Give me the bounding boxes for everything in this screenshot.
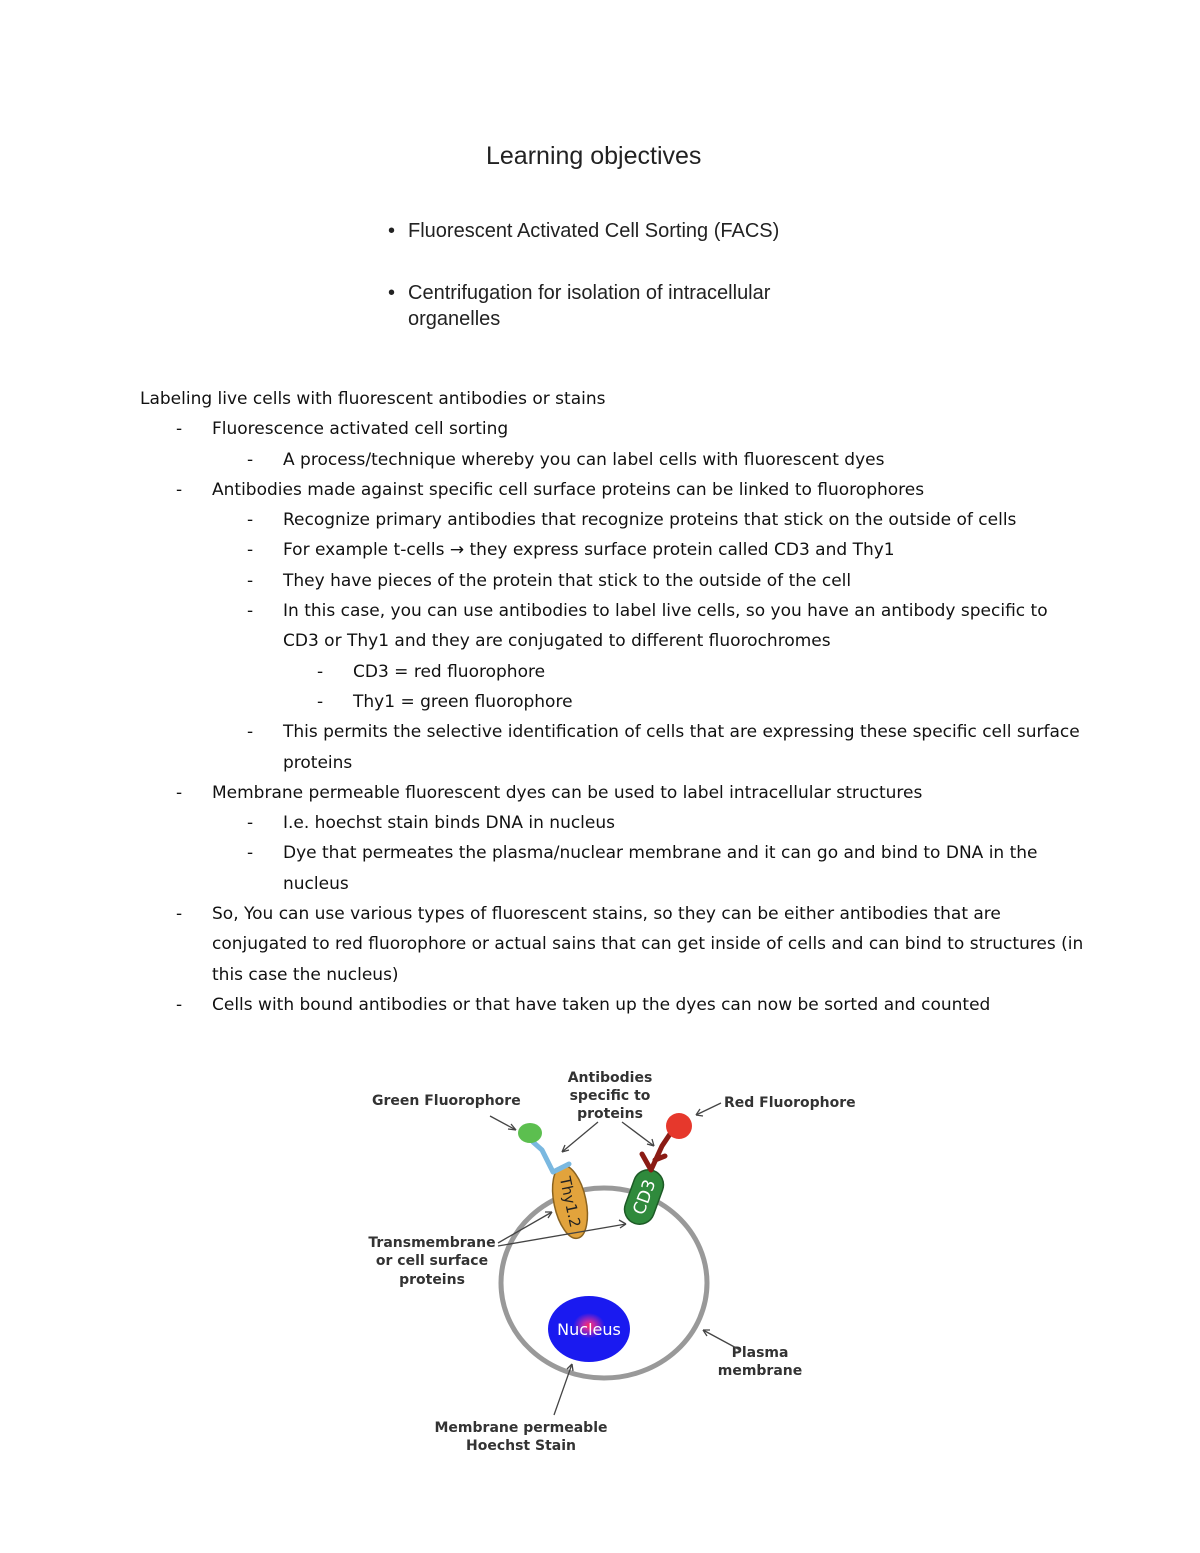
label-plasma-1: Plasma xyxy=(731,1345,789,1361)
notes-heading: Labeling live cells with fluorescent antibodies or stains xyxy=(140,389,606,409)
cd3-protein xyxy=(620,1166,667,1229)
dash-icon: - xyxy=(247,510,254,531)
arrow-antibody-green xyxy=(562,1122,598,1152)
dash-icon: - xyxy=(176,994,183,1015)
label-antibodies-2: specific to xyxy=(569,1088,651,1104)
list-item: - Fluorescence activated cell sorting xyxy=(140,414,1100,444)
nucleus-label: Nucleus xyxy=(557,1320,621,1339)
slide-bullet-facs xyxy=(388,218,858,244)
green-fluorophore-dot xyxy=(518,1123,542,1143)
dash-icon: - xyxy=(176,904,183,925)
label-hoechst-1: Membrane permeable xyxy=(434,1420,608,1436)
arrow-antibody-red xyxy=(622,1122,654,1146)
dash-icon: - xyxy=(247,570,254,591)
notes-list xyxy=(140,384,1100,1020)
dash-icon: - xyxy=(176,782,183,803)
label-transmembrane-2: or cell surface xyxy=(375,1253,489,1269)
slide-bullet-text: Centrifugation for isolation of intracellular organelles xyxy=(408,282,771,330)
list-item: - A process/technique whereby you can label cells with fluorescent dyes xyxy=(140,445,1100,475)
label-transmembrane-1: Transmembrane xyxy=(368,1235,496,1251)
list-item: - For example t-cells → they express surface protein called CD3 and Thy1 xyxy=(140,535,1100,565)
cd3-label: CD3 xyxy=(629,1177,661,1218)
label-transmembrane-3: proteins xyxy=(399,1272,465,1288)
list-item: - I.e. hoechst stain binds DNA in nucleus xyxy=(140,808,1100,838)
list-item: - Thy1 = green fluorophore xyxy=(140,687,1100,717)
dash-icon: - xyxy=(247,540,254,561)
list-item: - Membrane permeable fluorescent dyes can be used to label intracellular structures xyxy=(140,778,1100,808)
dash-icon: - xyxy=(247,722,254,743)
dash-icon: - xyxy=(247,813,254,834)
label-antibodies-1: Antibodies xyxy=(567,1070,653,1086)
list-item: - So, You can use various types of fluorescent stains, so they can be either antibodies that are conjugated to red fluorophore or actual sains that can get inside of cells and can bind to structures (in this case the nucleus) xyxy=(140,899,1100,990)
dash-icon: - xyxy=(247,449,254,470)
arrow-green-fluorophore xyxy=(490,1116,516,1130)
list-item: - They have pieces of the protein that stick to the outside of the cell xyxy=(140,566,1100,596)
dash-icon: - xyxy=(317,691,324,712)
list-item: - This permits the selective identification of cells that are expressing these specific cell surface proteins xyxy=(140,717,1100,778)
list-item: - CD3 = red fluorophore xyxy=(140,657,1100,687)
dash-icon: - xyxy=(176,419,183,440)
slide-bullet-centrifugation xyxy=(388,280,858,332)
bullet-icon: • xyxy=(388,220,396,242)
label-hoechst-2: Hoechst Stain xyxy=(466,1438,576,1454)
red-fluorophore-dot xyxy=(666,1113,692,1139)
green-antibody xyxy=(533,1142,569,1172)
dash-icon: - xyxy=(247,601,254,622)
dash-icon: - xyxy=(176,479,183,500)
list-item: - Recognize primary antibodies that recognize proteins that stick on the outside of cells xyxy=(140,505,1100,535)
cell-diagram xyxy=(340,1060,880,1470)
label-green-fluorophore: Green Fluorophore xyxy=(372,1093,521,1109)
label-antibodies-3: proteins xyxy=(577,1106,643,1122)
slide-bullet-text: Fluorescent Activated Cell Sorting (FACS) xyxy=(408,220,780,242)
bullet-icon: • xyxy=(388,282,396,304)
label-plasma-2: membrane xyxy=(717,1363,803,1379)
arrow-plasma-membrane xyxy=(703,1330,740,1350)
list-item: - In this case, you can use antibodies to label live cells, so you have an antibody specific to CD3 or Thy1 and they are conjugated to different fluorochromes xyxy=(140,596,1100,657)
slide-title: Learning objectives xyxy=(486,142,702,170)
list-item: - Cells with bound antibodies or that have taken up the dyes can now be sorted and counted xyxy=(140,990,1100,1020)
dash-icon: - xyxy=(247,843,254,864)
dash-icon: - xyxy=(317,661,324,682)
label-red-fluorophore: Red Fluorophore xyxy=(724,1095,856,1111)
thy-label: Thy1.2 xyxy=(555,1174,585,1230)
list-item: - Dye that permeates the plasma/nuclear membrane and it can go and bind to DNA in the nucleus xyxy=(140,838,1100,899)
list-item: - Antibodies made against specific cell surface proteins can be linked to fluorophores xyxy=(140,475,1100,505)
